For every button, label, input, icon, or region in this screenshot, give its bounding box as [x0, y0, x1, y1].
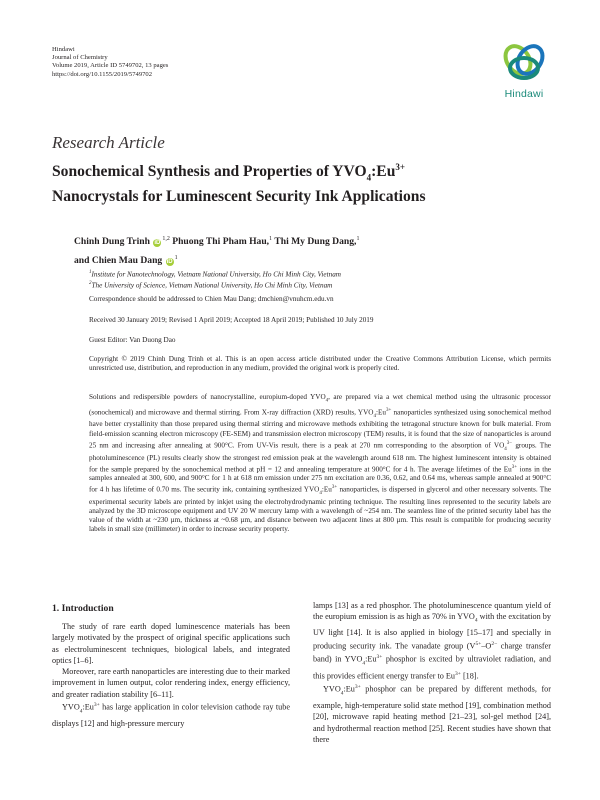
paper-title: Sonochemical Synthesis and Properties of $YVO_4:Eu^{3+}$ Nanocrystals for Luminescent Security Ink Applications [52, 162, 426, 206]
hindawi-logo [496, 42, 552, 106]
paragraph: Moreover, rare earth nanoparticles are interesting due to their marked improvement in lumen output, color rendering index, energy efficiency, and greater radiation stability [6–11]. [52, 667, 290, 699]
copyright-notice: Copyright © 2019 Chinh Dung Trinh et al. This is an open access article distributed under the Creative Commons Attribution License, which permits unrestricted use, distribution, and reproduction in any medium, provided the original work is properly cited. [89, 355, 551, 373]
article-type: Research Article [52, 133, 165, 152]
paragraph: lamps [13] as a red phosphor. The photoluminescence quantum yield of the europium emission is as high as 70% in $YVO_4$ with the excitation by UV light [14]. It is also applied in biology [15–17] and specially in producing security ink. The vanadate group ($V^{5+}-O^{2-}$ charge transfer band) in $YVO_4:Eu^{3+}$ phosphor is excited by ultraviolet radiation, and this provides efficient energy transfer to $Eu^{3+}$ [18]. [313, 601, 551, 681]
body-column-right [313, 600, 551, 745]
doi-link[interactable]: https://doi.org/10.1155/2019/5749702 [52, 70, 153, 78]
section-heading: 1. Introduction [52, 603, 114, 614]
hindawi-logo-icon [496, 42, 552, 88]
author-name: Phuong Thi Pham Hau, [172, 236, 270, 248]
author-name: Thi My Dung Dang, [274, 236, 357, 248]
orcid-icon[interactable]: iD [166, 259, 173, 266]
guest-editor: Guest Editor: Van Duong Dao [89, 336, 176, 344]
paragraph: $YVO_4:Eu^{3+}$ phosphor can be prepared by different methods, for example, high-temperature solid state method [19], combination method [20], microwave rapid heating method [21–23], sol-gel method [24], and hydrothermal reaction method [25]. Recent studies have shown that there [313, 684, 551, 744]
journal-meta [52, 46, 168, 79]
paragraph: The study of rare earth doped luminescence materials has been largely motivated by the prospect of original specific applications such as electroluminescent techniques, biological labels, and integrated optics [1–6]. [52, 622, 290, 665]
publication-dates: Received 30 January 2019; Revised 1 April 2019; Accepted 18 April 2019; Published 10 July 2019 [89, 316, 374, 324]
author-name: and Chien Mau Dang [74, 255, 163, 267]
body-column-left [52, 621, 290, 729]
journal-name: Journal of Chemistry [52, 54, 108, 62]
author-name: Chinh Dung Trinh [74, 236, 150, 248]
logo-text: Hindawi [504, 88, 544, 100]
orcid-icon[interactable]: iD [154, 240, 161, 247]
correspondence: Correspondence should be addressed to Chien Mau Dang; dmchien@vnuhcm.edu.vn [89, 295, 334, 303]
abstract: Solutions and redispersible powders of nanocrystalline, europium-doped $YVO_4$, are prepared via a wet chemical method using the ultrasonic processor (sonochemical) and microwave and thermal stirring. From X-ray diffraction (XRD) results, $YVO_4:Eu^{3+}$ nanoparticles synthesized using sonochemical method have better crystallinity than those prepared using thermal stirring and microwave methods exhibiting the tetragonal structure known for bulk material. From field-emission scanning electron microscopy (FE-SEM) and transmission electron microscopy (TEM) results, it is found that the size of nanoparticles is around 25 nm and increasing after annealing at 900°C. From UV-Vis result, there is a peak at 270 nm corresponding to the absorption of $VO_4^{3-}$ groups. The photoluminescence (PL) results clearly show the strongest red emission peak at the wavelength around 618 nm. The highest luminescent intensity is obtained for the sample prepared by the sonochemical method at pH = 12 and annealing temperature at 900°C for 4 h. The average lifetimes of the $Eu^{3+}$ ions in the samples annealed at 300, 600, and 900°C for 1 h at 618 nm emission under 275 nm excitation are 0.36, 0.62, and 0.64 ms, whereas sample annealed at 900°C for 4 h has lifetime of 0.70 ms. The security ink, containing synthesized $YVO_4:Eu^{3+}$ nanoparticles, is dispersed in glycerol and other necessary solvents. The experimental security labels are printed by inkjet using the electrohydrodynamic printing technique. The resulting lines represented to the security labels are analyzed by the 3D microscope equipment and UV 20 W mercury lamp with a wavelength of ~254 nm. The seamless line of the printed security label has the value of the width at ~230 µm, thickness at ~0.68 µm, and distance between two adjacent lines at 800 µm. This result is compatible for producing security labels in small size (millimeter) in order to increase security property. [89, 393, 551, 534]
paragraph: $YVO_4:Eu^{3+}$ has large application in color television cathode ray tube displays [12] and high-pressure mercury [52, 702, 290, 728]
affiliations: $^1$Institute for Nanotechnology, Vietnam National University, Ho Chi Minh City, Vietnam $^2$The University of Science, Vietnam National University, Ho Chi Minh City, Vietnam [89, 270, 341, 290]
author-list: Chinh Dung Trinh iD$^{1,2}$ Phuong Thi Pham Hau,$^1$ Thi My Dung Dang,$^1$ and Chien Mau Dang $iD^1$ [74, 236, 360, 267]
publisher-name: Hindawi [52, 46, 75, 53]
volume-line: Volume 2019, Article ID 5749702, 13 pages [52, 62, 169, 70]
